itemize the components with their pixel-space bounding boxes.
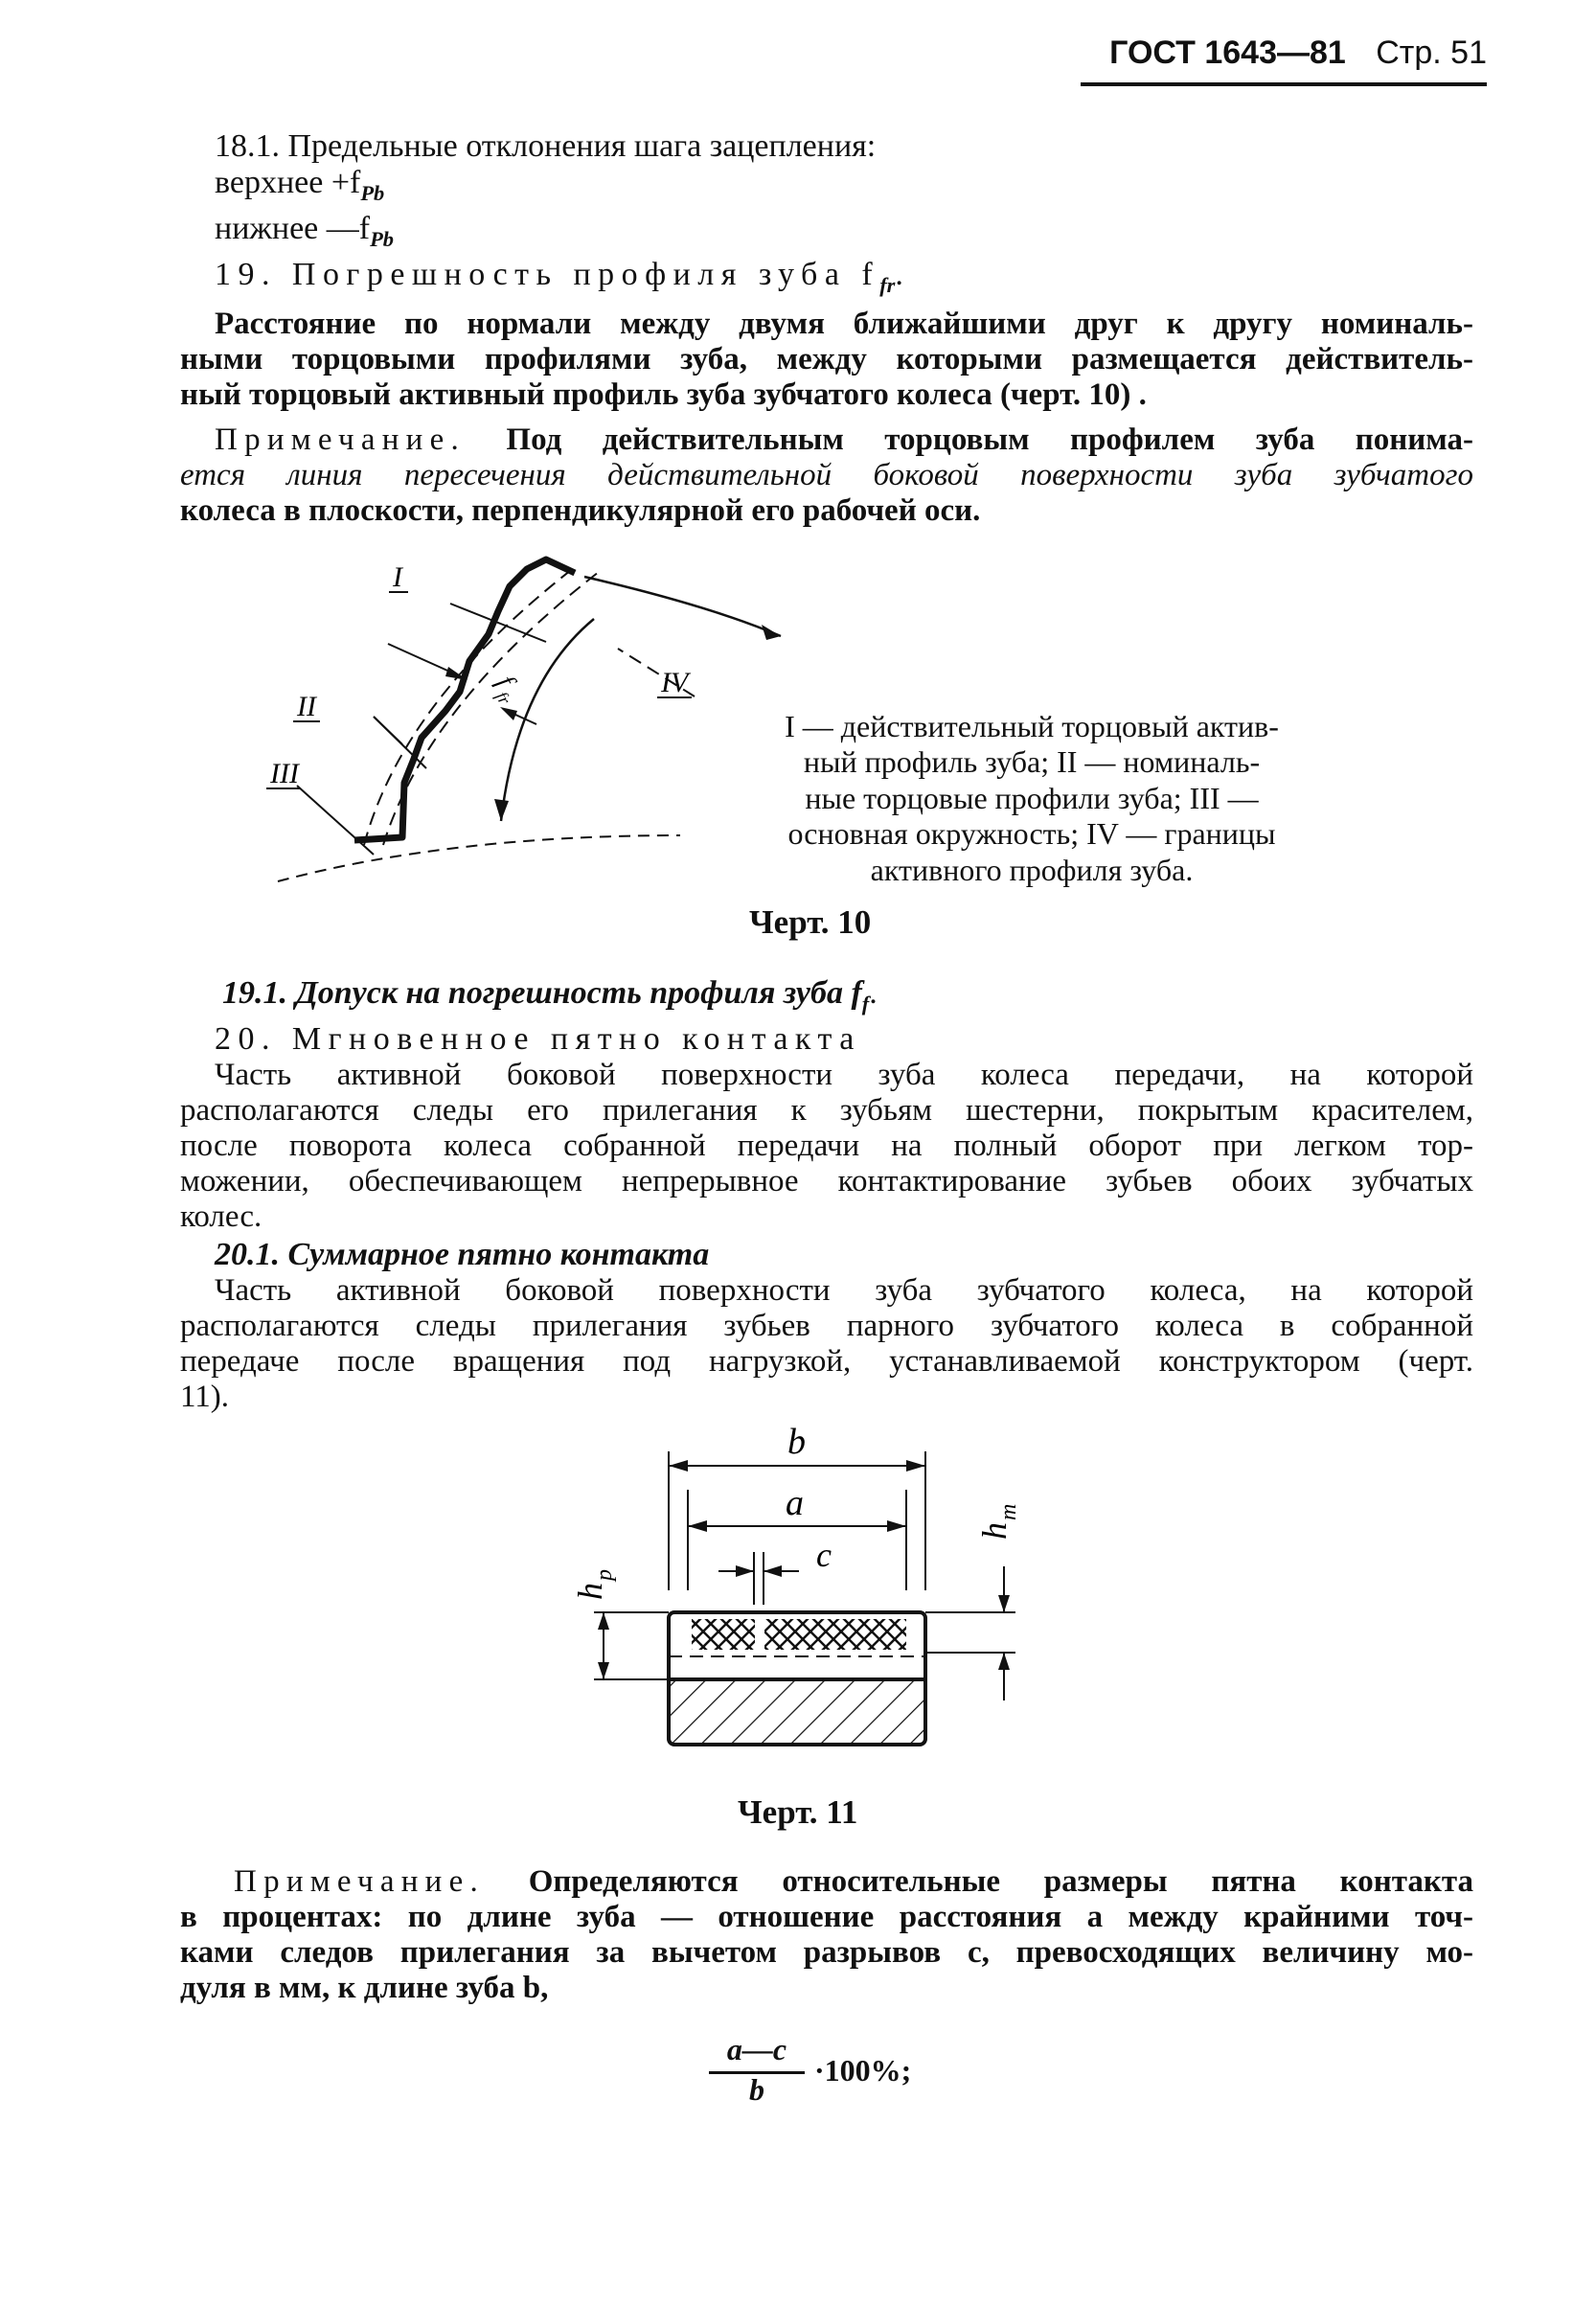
dim-a-arrow-r [887, 1520, 906, 1532]
label-c: c [816, 1536, 832, 1574]
nominal-profile-2 [383, 572, 599, 845]
label-ffr-sub: fr [491, 688, 514, 708]
arc-arrow-top [762, 625, 781, 640]
label-ffr: f [490, 671, 520, 693]
s19-definition: Расстояние по нормали между двумя ближайшими друг к другу номиналь- ными торцовыми профилями зуба, между которыми размещается действитель- ный торцовый активный профиль зуба зубчатого колеса (черт. 10) . [180, 306, 1473, 412]
formula-tail: ·100%; [814, 2053, 912, 2088]
label-hp: h [571, 1583, 609, 1600]
s20-title: 20. Мгновенное пятно контакта [215, 1020, 861, 1057]
section-19-1-20 [180, 975, 1473, 1415]
figure-11-caption: Черт. 11 [738, 1793, 858, 1831]
label-hm: h [975, 1522, 1014, 1540]
dim-hm-arrow-t [998, 1595, 1010, 1612]
label-b: b [787, 1422, 806, 1462]
actual-profile [354, 559, 575, 840]
contact-patch-left [692, 1619, 755, 1650]
figure-10-caption: Черт. 10 [749, 903, 872, 941]
dim-hp-arrow-b [598, 1662, 609, 1679]
label-hm-sub: m [996, 1503, 1021, 1520]
formula [699, 2033, 948, 2110]
arc-top [584, 577, 781, 636]
label-I: I [393, 561, 402, 593]
note-relative-sizes: Примечание. Определяются относительные размеры пятна контакта в процентах: по длине зуба — отношение расстояния a между крайними точ- ками следов прилегания за вычетом разрывов c, превосходящих величину мо- дуля в мм, к длине зуба b, [180, 1864, 1473, 2005]
dim-b-arrow-l [669, 1460, 688, 1472]
label-a: a [786, 1483, 804, 1523]
s19-1-heading: 19.1. Допуск на погрешность профиля зуба $f_f$. [222, 975, 878, 1016]
dim-hp-arrow-t [598, 1612, 609, 1630]
formula-denominator: b [749, 2072, 764, 2107]
s19-note: Примечание. Под действительным торцовым профилем зуба понима- ется линия пересечения действительной боковой поверхности зуба зубчатого колеса в плоскости, перпендикулярной его рабочей оси. [180, 422, 1473, 528]
s18-1-heading: 18.1. Предельные отклонения шага зацепления: [215, 128, 877, 164]
label-III: III [270, 758, 299, 789]
dim-a-arrow-l [688, 1520, 707, 1532]
label-hp-sub: p [592, 1569, 617, 1581]
s20-1-title: 20.1. Суммарное пятно контакта [215, 1236, 710, 1272]
leader-II-b [374, 717, 402, 744]
section-18-19 [180, 128, 1473, 529]
page-header [1081, 34, 1487, 86]
arc-arrow-left [494, 799, 509, 821]
figure-11-drawing [565, 1422, 1044, 1777]
base-circle [278, 835, 680, 881]
ffr-arrowhead-2 [500, 707, 517, 720]
s19-title: 19. Погрешность профиля зуба $f_{fr}$. [215, 257, 903, 297]
standard-number: ГОСТ 1643—81 [1109, 34, 1346, 71]
dim-c-arrow-l [736, 1565, 754, 1577]
page-number: Стр. 51 [1376, 34, 1487, 71]
dim-c-arrow-r [764, 1565, 782, 1577]
label-IV: IV [661, 667, 689, 698]
s20-1-body: Часть активной боковой поверхности зуба зубчатого колеса, на которой располагаются следы прилегания зубьев парного зубчатого колеса в собранной передаче после вращения под нагрузкой, устанавливаемой конструктором (черт. 11). [180, 1272, 1473, 1414]
arc-left [501, 619, 594, 821]
nominal-profile-1 [364, 567, 575, 845]
dim-b-arrow-r [906, 1460, 925, 1472]
leader-III [297, 786, 374, 855]
s20-body: Часть активной боковой поверхности зуба колеса передачи, на которой располагаются следы его прилегания к зубьям шестерни, покрытым красителем, после поворота колеса собранной передачи на полный оборот при легком тор- можении, обеспечивающем непрерывное контактирование зубьев обоих зубчатых колес. [180, 1058, 1473, 1234]
tooth-hatched-base [671, 1679, 923, 1743]
label-II: II [297, 691, 316, 722]
contact-patch-right [764, 1619, 906, 1650]
formula-numerator: a—c [726, 2032, 787, 2066]
dim-hm-arrow-b [998, 1653, 1010, 1670]
upper-deviation: верхнее $+f_{Pb}$ [215, 165, 385, 205]
lower-deviation: нижнее $—f_{Pb}$ [215, 211, 395, 251]
figure-10-legend: I — действительный торцовый актив- ный профиль зуба; II — номиналь- ные торцовые профили зуба; III — основная окружность; IV — границы активного профиля зуба. [785, 709, 1279, 887]
